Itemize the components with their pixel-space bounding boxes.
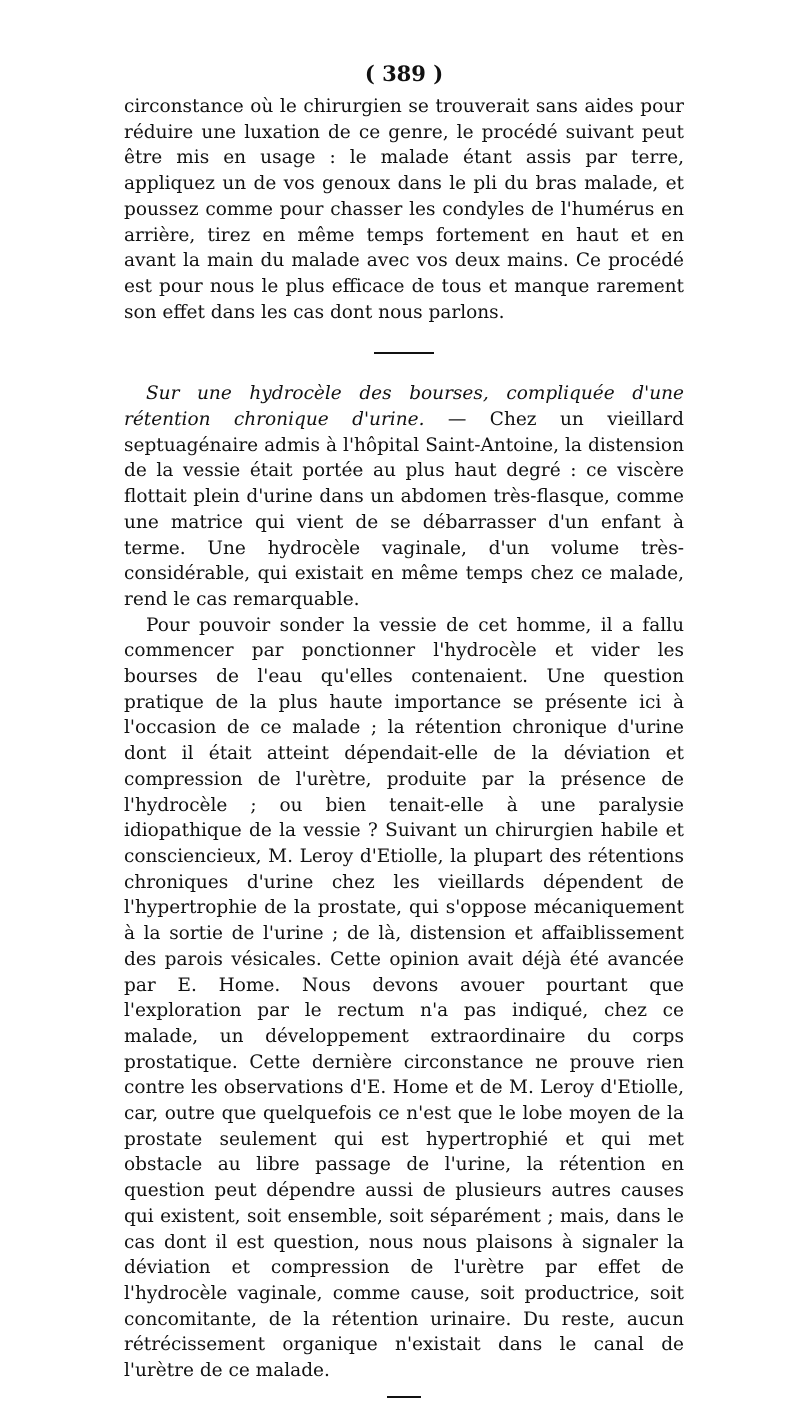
article-title: Sur une hydrocèle des bourses, compliquée d'une rétention chronique d'urine.	[124, 383, 684, 431]
document-page	[124, 62, 684, 1425]
section-divider	[374, 352, 434, 354]
page-number: ( 389 )	[364, 61, 444, 86]
paragraph-hydrocele-intro	[124, 381, 684, 612]
paragraph-luxation: circonstance où le chirurgien se trouverait sans aides pour réduire une luxation de ce genre, le procédé suivant peut être mis en usage : le malade étant assis par terre, appliquez un de vos genoux dans le pli du bras malade, et poussez comme pour chasser les condyles de l'humérus en arrière, tirez en même temps fortement en haut et en avant la main du malade avec vos deux mains. Ce procédé est pour nous le plus efficace de tous et manque rarement son effet dans les cas dont nous parlons.	[124, 96, 684, 323]
paragraph-hydrocele-intro-text: — Chez un vieillard septuagénaire admis à l'hôpital Saint-Antoine, la distension de la vessie était portée au plus haut degré : ce viscère flottait plein d'urine dans un abdomen très-flasque, comme une matrice qui vient de se débarrasser d'un enfant à terme. Une hydrocèle vaginale, d'un volume très-considérable, qui existait en même temps chez ce malade, rend le cas remarquable.	[124, 409, 684, 610]
paragraph-hydrocele-discussion: Pour pouvoir sonder la vessie de cet homme, il a fallu commencer par ponctionner l'hydrocèle et vider les bourses de l'eau qu'elles contenaient. Une question pratique de la plus haute importance se présente ici à l'occasion de ce malade ; la rétention chronique d'urine dont il était atteint dépendait-elle de la déviation et compression de l'urètre, produite par la présence de l'hydrocèle ; ou bien tenait-elle à une paralysie idiopathique de la vessie ? Suivant un chirurgien habile et consciencieux, M. Leroy d'Etiolle, la plupart des rétentions chroniques d'urine chez les vieillards dépendent de l'hypertrophie de la prostate, qui s'oppose mécaniquement à la sortie de l'urine ; de là, distension et affaiblissement des parois vésicales. Cette opinion avait déjà été avancée par E. Home. Nous devons avouer pourtant que l'exploration par le rectum n'a pas indiqué, chez ce malade, un développement extraordinaire du corps prostatique. Cette dernière circonstance ne prouve rien contre les observations d'E. Home et de M. Leroy d'Etiolle, car, outre que quelquefois ce n'est que le lobe moyen de la prostate seulement qui est hypertrophié et qui met obstacle au libre passage de l'urine, la rétention en question peut dépendre aussi de plusieurs autres causes qui existent, soit ensemble, soit séparément ; mais, dans le cas dont il est question, nous nous plaisons à signaler la déviation et compression de l'urètre par effet de l'hydrocèle vaginale, comme cause, soit productrice, soit concomitante, de la rétention urinaire. Du reste, aucun rétrécissement organique n'existait dans le canal de l'urètre de ce malade.	[124, 614, 684, 1382]
end-divider	[387, 1396, 421, 1398]
